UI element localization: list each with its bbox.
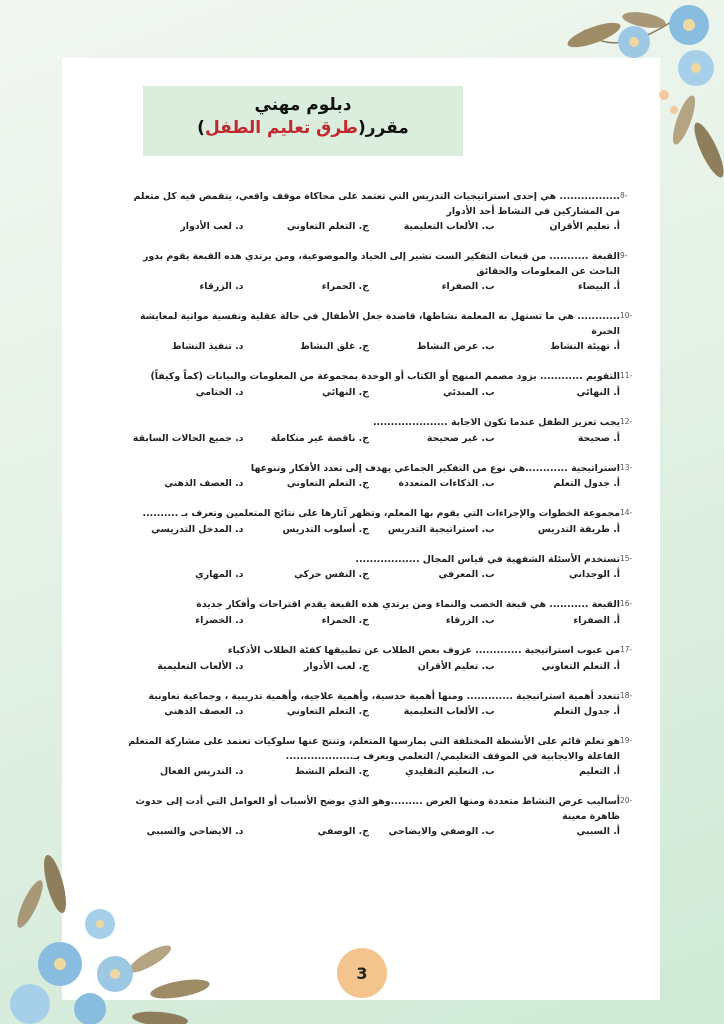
answer-options	[118, 341, 620, 352]
answer-option: ج. غلق النشاط	[300, 341, 369, 353]
answer-option: ج. النهائي	[322, 387, 369, 399]
answer-options	[118, 569, 620, 580]
question-item	[118, 735, 633, 778]
question-text: مجموعة الخطوات والإجراءات التي يقوم بها المعلم، وتظهر آثارها على نتائج المتعلمين وتعرف بـ ..........	[142, 508, 620, 520]
answer-option: أ. السببي	[576, 826, 620, 838]
answer-option: أ. الصفراء	[573, 614, 620, 626]
answer-option: ب. الألعاب التعليمية	[403, 706, 495, 718]
question-number: 8-	[620, 191, 628, 200]
answer-options	[118, 661, 620, 672]
question-item	[118, 416, 633, 444]
course-title	[143, 118, 463, 138]
answer-option: ج. التعلم النشط	[294, 766, 369, 778]
question-text: التقويم ............ يزود مصمم المنهج أو الكتاب أو الوحدة بمجموعة من المعلومات والبيانات (كماً وكيفاً)	[150, 371, 620, 383]
question-text: ................. هي إحدى استراتيجيات التدريس التي تعتمد على محاكاة موقف واقعي، يتقمص فيه كل متعلم من المشاركين في النشاط أحد الأدوار	[133, 191, 620, 217]
course-suffix: )	[197, 118, 205, 138]
answer-option: د. الزرقاء	[199, 281, 244, 293]
question-number: 19-	[620, 736, 633, 746]
answer-option: ب. التعليم التقليدي	[405, 766, 495, 778]
question-item	[118, 507, 633, 535]
question-item	[118, 598, 633, 626]
answer-option: د. التدريس الفعال	[160, 766, 244, 778]
answer-options	[118, 826, 620, 837]
question-number: 20-	[620, 796, 633, 806]
question-number: 11-	[620, 371, 633, 381]
answer-option: ج. الحمراء	[321, 281, 369, 293]
answer-option: ج. ناقصة غير متكاملة	[270, 432, 369, 444]
question-item	[118, 553, 633, 581]
question-text: القبعة ........... من قبعات التفكير الست تشير إلى الحياد والموضوعية، ومن يرتدي هذه القبعة يقوم بدور الباحث عن المعلومات والحقائق	[142, 251, 620, 277]
question-text: من عيوب استراتيجية ............. عزوف بعض الطلاب عن تطبيقها كفئة الطلاب الأذكياء	[227, 644, 620, 656]
answer-option: ج. الوصفي	[317, 826, 369, 838]
answer-option: ج. التعلم التعاوني	[286, 706, 369, 718]
answer-option: د. العصف الذهني	[164, 706, 244, 718]
diploma-title: دبلوم مهني	[254, 95, 352, 115]
answer-option: أ. جدول التعلم	[553, 706, 620, 718]
question-number: 16-	[620, 599, 633, 609]
answer-options	[118, 281, 620, 292]
answer-options	[118, 615, 620, 626]
question-number: 15-	[620, 553, 633, 563]
answer-options	[118, 433, 620, 444]
answer-options	[118, 524, 620, 535]
questions-list	[118, 190, 633, 855]
answer-option: د. جميع الحالات السابقة	[132, 432, 244, 444]
answer-option: ب. الألعاب التعليمية	[403, 221, 495, 233]
answer-option: ج. أسلوب التدريس	[282, 523, 369, 535]
course-prefix: مقرر(	[357, 118, 409, 138]
answer-option: ب. المعرفي	[438, 569, 495, 581]
answer-option: ج. الحمراء	[321, 614, 369, 626]
answer-options	[118, 766, 620, 777]
course-header	[143, 86, 463, 156]
question-text: ............ هي ما تستهل به المعلمة نشاطها، قاصدة جعل الأطفال في حالة عقلية ونفسية مواتية لمعايشة الخبرة	[140, 311, 620, 337]
question-number: 12-	[620, 417, 633, 427]
question-text: تتعدد أهمية استراتيجية ............. ومنها أهمية حدسية، وأهمية علاجية، وأهمية تدريبية ، وجماعية تعاونية	[148, 690, 620, 702]
answer-option: ج. التعلم التعاوني	[286, 478, 369, 490]
question-number: 17-	[620, 644, 633, 654]
question-item	[118, 462, 633, 490]
answer-option: د. الألعاب التعليمية	[157, 660, 244, 672]
answer-options	[118, 387, 620, 398]
answer-option: د. المدخل التدريسي	[151, 523, 244, 535]
question-text: يجب تعزيز الطفل عندما تكون الاجابة .....................	[372, 417, 620, 429]
answer-option: د. الايضاحي والسببي	[146, 826, 244, 838]
answer-option: ب. الزرقاء	[445, 614, 495, 626]
answer-option: ج. لعب الأدوار	[303, 660, 369, 672]
answer-option: أ. صحيحة	[577, 432, 620, 444]
question-text: هو تعلم قائم على الأنشطة المختلفة التي يمارسها المتعلم، وتنتج عنها سلوكيات تعتمد على مشاركة المتعلم الفاعلة والايجابية في الموقف التعليمي/ التعلمي ويعرف بـ...................	[128, 736, 620, 762]
answer-option: ب. المبدئي	[442, 387, 495, 399]
question-text: تستخدم الأسئلة الشفهية في قياس المجال ..................	[355, 553, 620, 565]
answer-option: ب. عرض النشاط	[416, 341, 495, 353]
answer-option: ب. الوصفي والايضاحي	[388, 826, 495, 838]
answer-option: ج. التعلم التعاوني	[286, 221, 369, 233]
answer-option: د. لعب الأدوار	[180, 221, 244, 233]
question-item	[118, 370, 633, 399]
question-item	[118, 250, 628, 293]
answer-option: أ. تهيئة النشاط	[550, 341, 620, 353]
answer-option: أ. طريقة التدريس	[537, 523, 620, 535]
question-text: أساليب عرض النشاط متعددة ومنها العرض .........وهو الذي يوضح الأسباب أو العوامل التي أدت إلى حدوث ظاهرة معينة	[135, 796, 620, 822]
answer-option: ج. النفس حركي	[294, 569, 369, 581]
question-number: 18-	[620, 690, 633, 700]
question-number: 13-	[620, 462, 633, 472]
answer-options	[118, 478, 620, 489]
answer-option: د. العصف الذهني	[164, 478, 244, 490]
answer-option: أ. جدول التعلم	[553, 478, 620, 490]
answer-option: ب. تعليم الأقران	[417, 660, 495, 672]
answer-option: أ. تعليم الأقران	[549, 221, 620, 233]
question-item	[118, 690, 633, 718]
answer-option: أ. التعلم التعاوني	[541, 660, 620, 672]
answer-option: ب. استراتيجية التدريس	[387, 523, 495, 535]
answer-option: ب. الذكاءات المتعددة	[398, 478, 495, 490]
answer-option: ب. الصفراء	[441, 281, 495, 293]
question-text: القبعة ........... هي قبعة الخصب والنماء ومن يرتدي هذه القبعة يقدم اقتراحات وأفكار جديدة	[196, 599, 620, 611]
course-name: طرق تعليم الطفل	[204, 118, 358, 138]
question-item	[118, 644, 633, 672]
question-item	[118, 190, 628, 233]
answer-options	[118, 221, 620, 232]
answer-option: د. الختامي	[195, 387, 244, 399]
answer-option: أ. التعليم	[579, 766, 620, 778]
question-item	[118, 795, 633, 838]
answer-option: أ. البيضاء	[578, 281, 620, 293]
question-text: استراتيجية ............هي نوع من التفكير الجماعي يهدف إلى تعدد الأفكار وتنوعها	[250, 462, 620, 474]
answer-option: ب. غير صحيحة	[426, 432, 495, 444]
answer-option: د. المهاري	[195, 569, 244, 581]
flower-decoration-top-right	[524, 0, 724, 200]
answer-option: أ. النهائي	[576, 387, 620, 399]
question-number: 10-	[620, 311, 633, 321]
question-number: 9-	[620, 251, 628, 261]
page-number: 3	[337, 948, 387, 998]
answer-option: د. الخضراء	[195, 614, 244, 626]
answer-options	[118, 706, 620, 717]
answer-option: أ. الوجداني	[568, 569, 620, 581]
question-item	[118, 310, 633, 353]
answer-option: د. تنفيذ النشاط	[171, 341, 244, 353]
question-number: 14-	[620, 508, 633, 518]
